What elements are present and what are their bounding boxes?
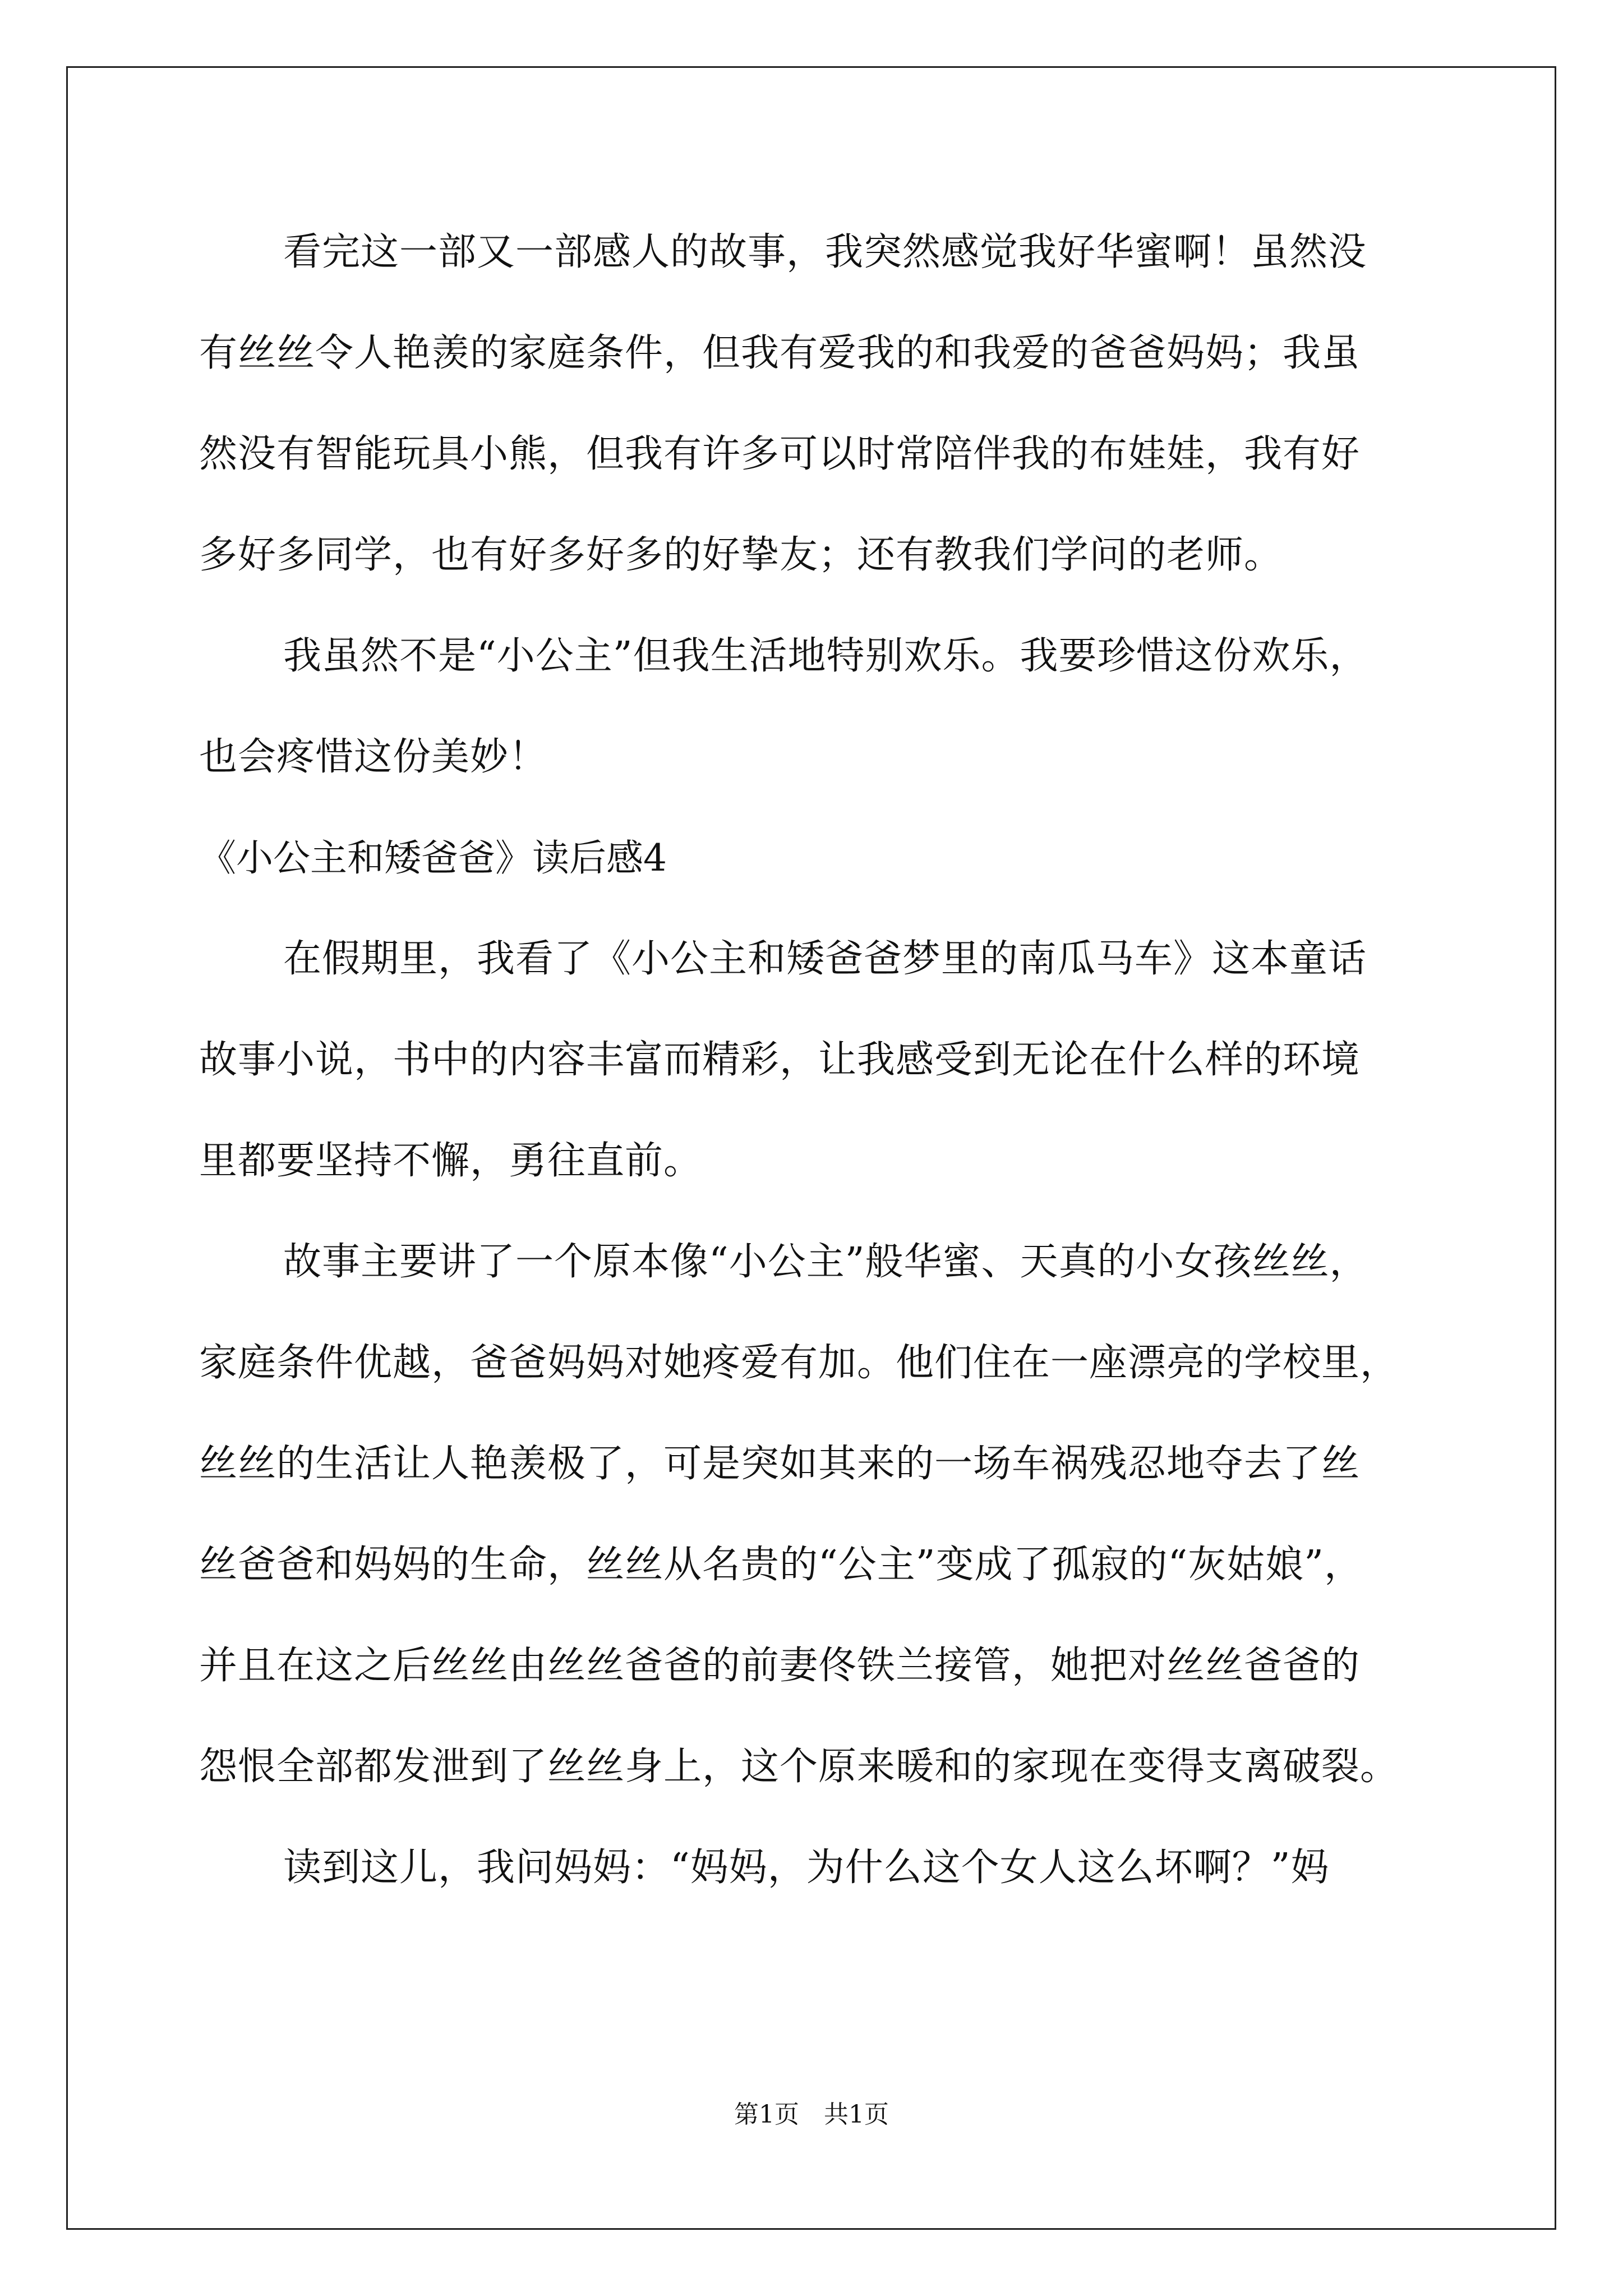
paragraph-4-line-4: 丝爸爸和妈妈的生命，丝丝从名贵的“公主”变成了孤寂的“灰姑娘”， (199, 1543, 1363, 1587)
paragraph-1-line-4: 多好多同学，也有好多好多的好挚友；还有教我们学问的老师。 (199, 533, 1283, 577)
paragraph-2-line-1: 我虽然不是“小公主”但我生活地特别欢乐。我要珍惜这份欢乐， (283, 634, 1368, 678)
paragraph-1-line-3: 然没有智能玩具小熊，但我有许多可以时常陪伴我的布娃娃，我有好 (199, 432, 1361, 476)
paragraph-4-line-5: 并且在这之后丝丝由丝丝爸爸的前妻佟铁兰接管，她把对丝丝爸爸的 (199, 1644, 1361, 1688)
paragraph-3-line-3: 里都要坚持不懈，勇往直前。 (199, 1139, 703, 1183)
paragraph-4-line-3: 丝丝的生活让人艳羡极了，可是突如其来的一场车祸残忍地夺去了丝 (199, 1442, 1361, 1486)
paragraph-1-line-1: 看完这一部又一部感人的故事，我突然感觉我好华蜜啊！虽然没 (283, 230, 1367, 274)
section-heading: 《小公主和矮爸爸》读后感4 (199, 836, 667, 880)
paragraph-4-line-6: 怨恨全部都发泄到了丝丝身上，这个原来暖和的家现在变得支离破裂。 (199, 1745, 1399, 1789)
paragraph-3-line-2: 故事小说，书中的内容丰富而精彩，让我感受到无论在什么样的环境 (199, 1038, 1361, 1082)
paragraph-5-line-1: 读到这儿，我问妈妈：“妈妈，为什么这个女人这么坏啊？”妈 (283, 1846, 1330, 1890)
paragraph-4-line-1: 故事主要讲了一个原本像“小公主”般华蜜、天真的小女孩丝丝， (283, 1240, 1368, 1284)
page-footer: 第1页 共1页 (734, 2100, 889, 2129)
paragraph-1-line-2: 有丝丝令人艳羡的家庭条件，但我有爱我的和我爱的爸爸妈妈；我虽 (199, 331, 1361, 375)
paragraph-2-line-2: 也会疼惜这份美妙！ (199, 735, 548, 779)
paragraph-4-line-2: 家庭条件优越，爸爸妈妈对她疼爱有加。他们住在一座漂亮的学校里， (199, 1341, 1399, 1385)
paragraph-3-line-1: 在假期里，我看了《小公主和矮爸爸梦里的南瓜马车》这本童话 (283, 937, 1367, 981)
